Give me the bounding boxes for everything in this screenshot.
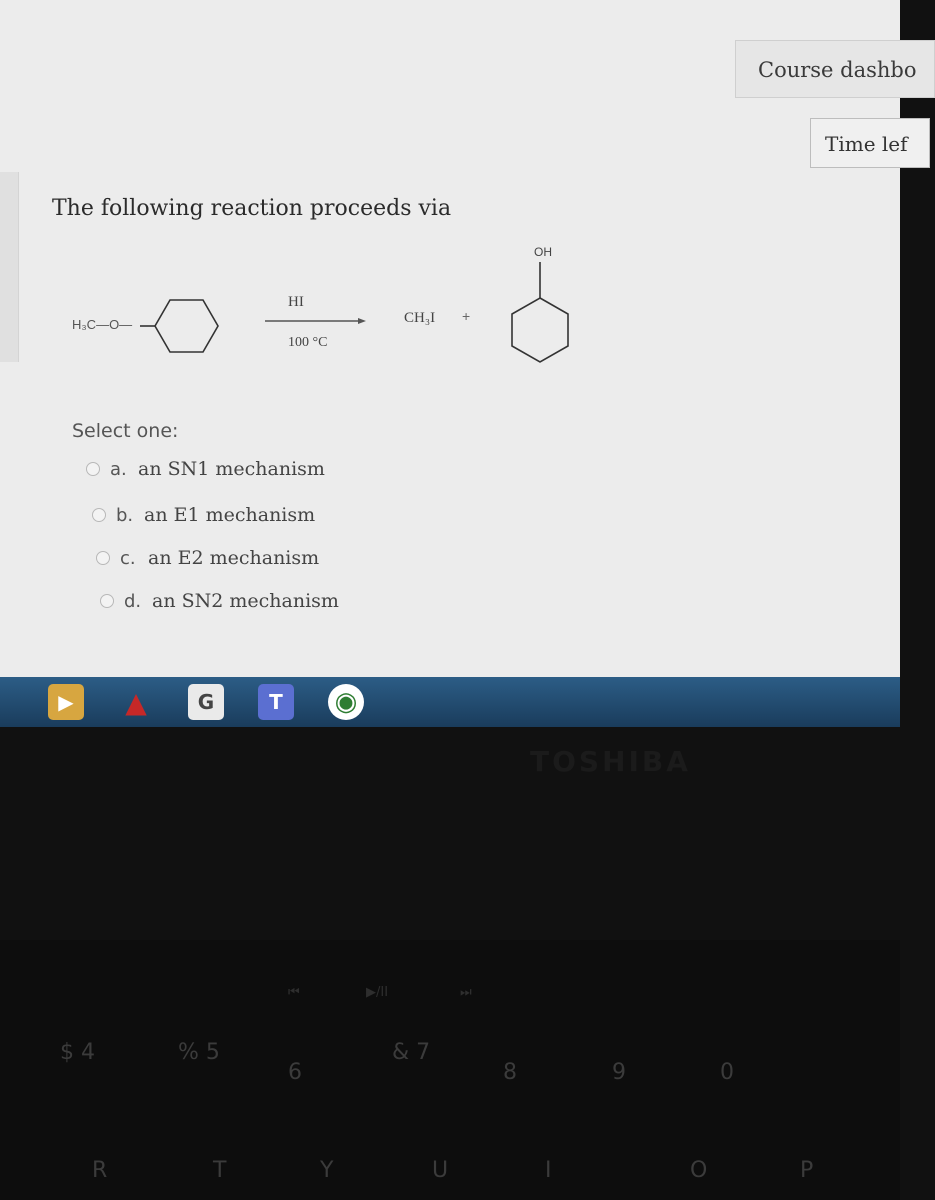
key-y: Y [320,1158,334,1183]
key-7: & 7 [392,1040,431,1065]
option-a-letter: a. [110,458,127,480]
option-d[interactable] [100,590,339,612]
laptop-brand-logo: TOSHIBA [530,745,691,778]
plus-sign: + [462,308,471,324]
key-9: 9 [612,1060,626,1085]
play-pause-key: ▶/II [366,985,389,1000]
radio-a[interactable] [86,462,100,476]
key-u: U [432,1158,449,1183]
course-dashboard-button[interactable]: Course dashbo [735,40,935,98]
option-d-label: an SN2 mechanism [152,590,339,612]
key-o: O [690,1158,708,1183]
reaction-diagram [60,238,600,368]
chrome-icon[interactable]: ◉ [328,684,364,720]
option-a[interactable] [86,458,325,480]
key-t: T [213,1158,227,1183]
acrobat-icon[interactable]: ▲ [125,685,147,719]
option-c-label: an E2 mechanism [148,547,320,569]
condition-temp: 100 °C [288,335,328,350]
radio-b[interactable] [92,508,106,522]
question-text: The following reaction proceeds via [52,196,452,221]
key-6: 6 [288,1060,302,1085]
option-c-letter: c. [120,547,136,569]
left-panel-edge [0,172,19,362]
laptop-keyboard [0,940,900,1200]
option-b-letter: b. [116,504,134,526]
product-methyl-iodide: CH₃I [404,310,436,326]
key-5: % 5 [178,1040,220,1065]
arrowhead [358,318,366,324]
option-d-letter: d. [124,590,142,612]
select-one-label: Select one: [72,420,179,442]
g-app-icon[interactable]: G [188,684,224,720]
option-a-label: an SN1 mechanism [138,458,325,480]
key-4: $ 4 [60,1040,95,1065]
key-0: 0 [720,1060,734,1085]
hydroxyl-label: OH [534,245,552,259]
next-track-key: ⏭ [460,985,472,1000]
option-b[interactable] [92,504,315,526]
app-icon[interactable]: ▶ [48,684,84,720]
key-8: 8 [503,1060,517,1085]
option-b-label: an E1 mechanism [144,504,316,526]
cyclohexane-ring-product [512,298,568,362]
reaction-scheme [60,238,600,372]
prev-track-key: ⏮ [288,985,300,1000]
radio-c[interactable] [96,551,110,565]
methoxy-label: H₃C—O— [72,317,133,332]
key-i: I [545,1158,552,1183]
option-c[interactable] [96,547,319,569]
teams-icon[interactable]: T [258,684,294,720]
key-r: R [92,1158,108,1183]
cyclohexane-ring-reactant [155,300,218,352]
time-left-box: Time lef [810,118,930,168]
key-p: P [800,1158,814,1183]
reagent-hi: HI [288,294,304,310]
radio-d[interactable] [100,594,114,608]
